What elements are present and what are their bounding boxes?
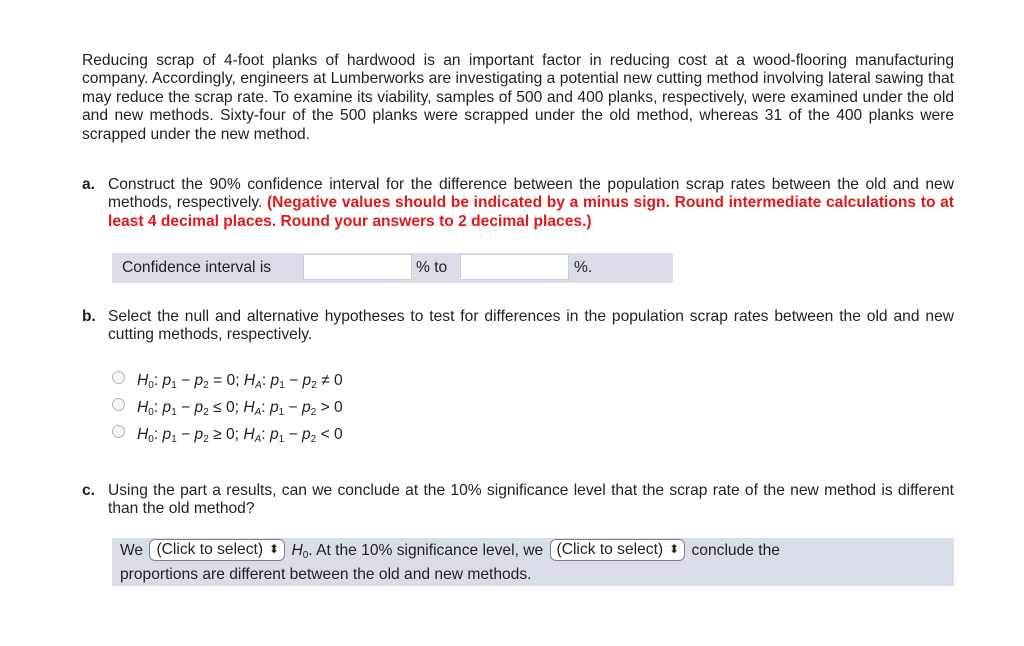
part-a-body [108,176,954,231]
part-a-text: Construct the 90% confidence interval for the difference between the population scrap rates between the old and new methods, respectively. [108,176,954,212]
confidence-interval-panel [112,253,673,283]
part-b-text: Select the null and alternative hypotheses to test for differences in the population scrap rates between the old and new cutting methods, respectively. [108,308,954,344]
we-label: We [120,542,144,559]
radio-button[interactable] [112,425,125,438]
updown-chevron-icon: ⬍ [269,541,279,556]
ci-lower-input[interactable] [303,254,412,280]
reject-select-dropdown[interactable] [149,539,285,561]
hypothesis-option-2[interactable] [112,397,343,419]
hypothesis-option-label: $H_0$: $p_1 - p_2 = 0$; $H_A$: $p_1 - p_2 \ne 0$ [137,371,343,391]
ci-label: Confidence interval is [122,259,272,276]
h0-label: $H_0$ [291,542,309,561]
part-b-letter: b. [82,308,96,325]
hypothesis-option-1[interactable] [112,370,343,392]
conclude-select-dropdown[interactable] [550,539,686,561]
part-a-note: (Negative values should be indicated by a minus sign. Round intermediate calculations to at least 4 decimal places. Round your answers to 2 decimal places.) [108,194,954,230]
select-label: (Click to select) [156,540,264,558]
updown-chevron-icon: ⬍ [669,541,679,556]
part-c-text: Using the part a results, can we conclude at the 10% significance level that the scrap rate of the new method is different than the old method? [108,482,954,518]
problem-intro: Reducing scrap of 4-foot planks of hardwood is an important factor in reducing cost at a wood-flooring manufacturing company. Accordingly, engineers at Lumberworks are investigating a potential new cutting method involving lateral sawing that may reduce the scrap rate. To examine its viability, samples of 500 and 400 planks, respectively, were examined under the old and new methods. Sixty-four of the 500 planks were scrapped under the old method, whereas 31 of the 400 planks were scrapped under the new method. [82,52,954,143]
select-label: (Click to select) [556,540,664,558]
conclusion-panel [112,538,954,586]
part-a-letter: a. [82,176,96,193]
hypothesis-option-label: $H_0$: $p_1 - p_2 \ge 0$; $H_A$: $p_1 - p_2 < 0$ [137,425,343,445]
ci-to-label: % to [416,259,448,276]
conclusion-line-2: proportions are different between the old and new methods. [120,566,532,583]
radio-button[interactable] [112,371,125,384]
radio-button[interactable] [112,398,125,411]
ci-upper-input[interactable] [460,254,569,280]
conclude-text: conclude the [691,542,780,559]
part-c-letter: c. [82,482,96,499]
ci-percent-label: %. [574,259,593,276]
conclusion-mid-text: . At the 10% significance level, we [308,542,544,559]
hypothesis-option-3[interactable] [112,424,343,446]
hypothesis-option-label: $H_0$: $p_1 - p_2 \le 0$; $H_A$: $p_1 - p_2 > 0$ [137,398,343,418]
